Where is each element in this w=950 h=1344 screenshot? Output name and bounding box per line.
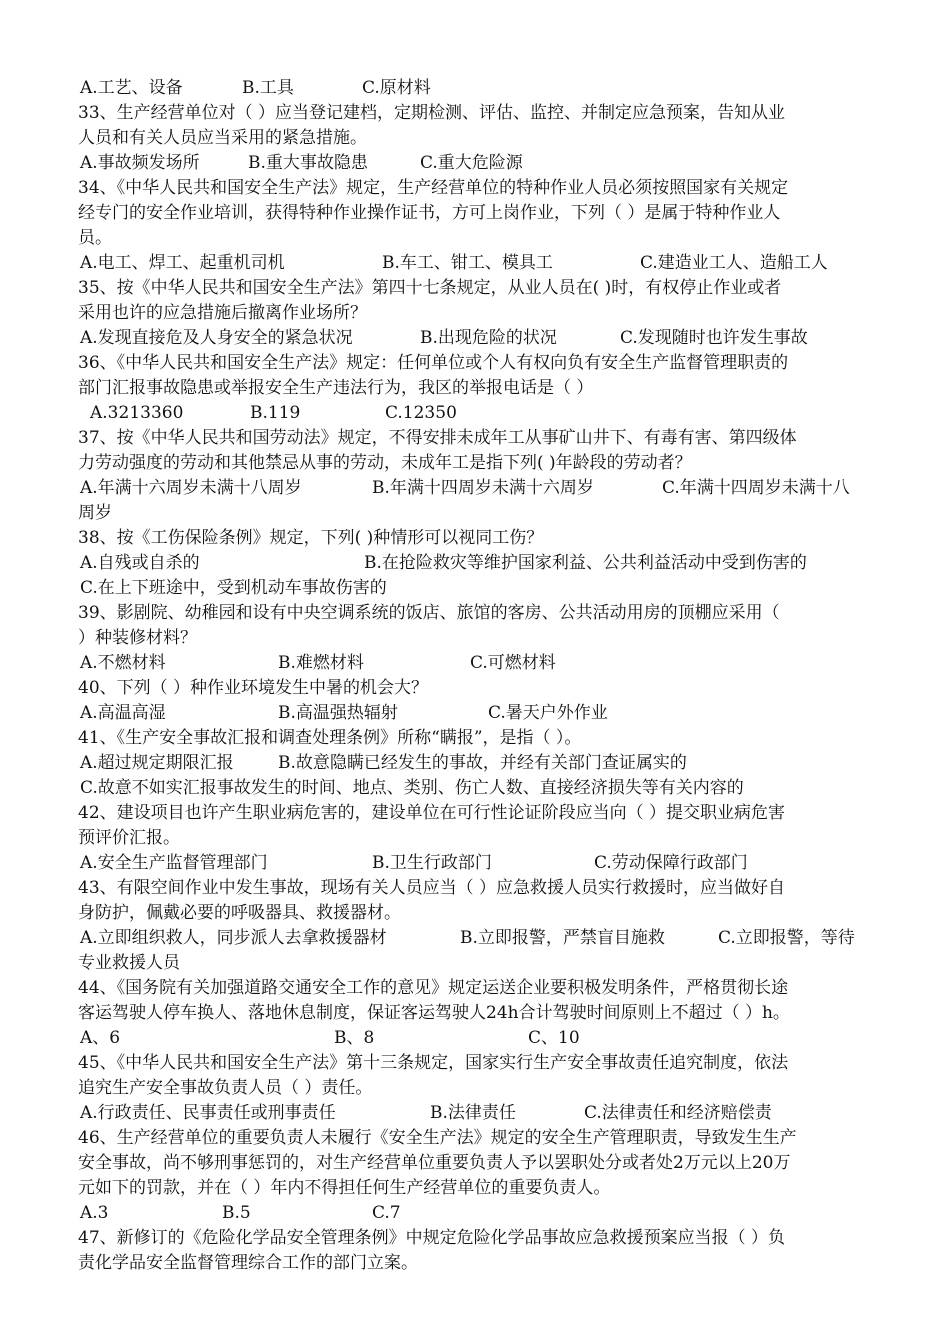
option-a: A.电工、焊工、起重机司机 xyxy=(80,253,285,273)
question-34-text: 34、《中华人民共和国安全生产法》规定，生产经营单位的特种作业人员必须按照国家有关规定 xyxy=(78,178,789,198)
option-a: A.不燃材料 xyxy=(80,653,166,673)
question-46-text-cont: 元如下的罚款，并在（ ）年内不得担任何生产经营单位的重要负责人。 xyxy=(78,1178,611,1198)
option-a: A.事故频发场所 xyxy=(80,153,200,173)
option-c-cont: 专业救援人员 xyxy=(78,953,180,973)
question-45-text-cont: 追究生产安全事故负责人员（ ）责任。 xyxy=(78,1078,373,1098)
option-b: B.工具 xyxy=(242,78,294,98)
option-c: C.劳动保障行政部门 xyxy=(594,853,748,873)
option-c: C.立即报警，等待 xyxy=(718,928,855,948)
option-b: B.5 xyxy=(222,1203,251,1223)
option-b: B.卫生行政部门 xyxy=(372,853,492,873)
option-a: A.立即组织救人，同步派人去拿救援器材 xyxy=(80,928,387,948)
question-43-text-cont: 身防护，佩戴必要的呼吸器具、救援器材。 xyxy=(78,903,401,923)
question-33-text: 33、生产经营单位对（ ）应当登记建档，定期检测、评估、监控、并制定应急预案，告知从业 xyxy=(78,103,786,123)
question-36-text-cont: 部门汇报事故隐患或举报安全生产违法行为，我区的举报电话是（ ） xyxy=(78,378,594,398)
option-a: A.3 xyxy=(80,1203,109,1223)
question-39-text: 39、影剧院、幼稚园和设有中央空调系统的饭店、旅馆的客房、公共活动用房的顶棚应采用（ xyxy=(78,603,780,623)
option-c-cont: 周岁 xyxy=(78,503,112,523)
question-42-text: 42、建设项目也许产生职业病危害的，建设单位在可行性论证阶段应当向（ ）提交职业病危害 xyxy=(78,803,786,823)
question-44-text-cont: 客运驾驶人停车换人、落地休息制度，保证客运驾驶人24h合计驾驶时间原则上不超过（ ）h。 xyxy=(78,1003,790,1023)
option-a: A.工艺、设备 xyxy=(80,78,183,98)
question-40-text: 40、下列（ ）种作业环境发生中暑的机会大？ xyxy=(78,678,429,698)
question-37-text: 37、按《中华人民共和国劳动法》规定，不得安排未成年工从事矿山井下、有毒有害、第四级体 xyxy=(78,428,797,448)
question-44-text: 44、《国务院有关加强道路交通安全工作的意见》规定运送企业要积极发明条件，严格贯彻长途 xyxy=(78,978,789,998)
question-35-text: 35、按《中华人民共和国安全生产法》第四十七条规定，从业人员在( )时，有权停止作业或者 xyxy=(78,278,782,298)
question-42-text-cont: 预评价汇报。 xyxy=(78,828,180,848)
option-a: A.自残或自杀的 xyxy=(80,553,200,573)
question-47-text: 47、新修订的《危险化学品安全管理条例》中规定危险化学品事故应急救援预案应当报（ ）负 xyxy=(78,1228,786,1248)
option-c: C.在上下班途中，受到机动车事故伤害的 xyxy=(80,578,387,598)
option-a: A、6 xyxy=(80,1028,121,1048)
option-b: B.法律责任 xyxy=(430,1103,516,1123)
option-c: C.暑天户外作业 xyxy=(488,703,608,723)
option-a: A.安全生产监督管理部门 xyxy=(80,853,268,873)
option-c: C.法律责任和经济赔偿责 xyxy=(584,1103,772,1123)
question-34-text-cont: 经专门的安全作业培训，获得特种作业操作证书，方可上岗作业，下列（ ）是属于特种作业人 xyxy=(78,203,781,223)
option-c: C.可燃材料 xyxy=(470,653,556,673)
option-b: B.119 xyxy=(250,403,301,423)
question-34-text-cont: 员。 xyxy=(78,228,112,248)
option-a: A.发现直接危及人身安全的紧急状况 xyxy=(80,328,353,348)
question-46-text: 46、生产经营单位的重要负责人未履行《安全生产法》规定的安全生产管理职责，导致发生生产 xyxy=(78,1128,797,1148)
option-c: C.原材料 xyxy=(362,78,431,98)
option-c: C.建造业工人、造船工人 xyxy=(640,253,828,273)
option-c: C.7 xyxy=(372,1203,401,1223)
question-45-text: 45、《中华人民共和国安全生产法》第十三条规定，国家实行生产安全事故责任追究制度，依法 xyxy=(78,1053,789,1073)
option-a: A.3213360 xyxy=(90,403,184,423)
question-37-text-cont: 力劳动强度的劳动和其他禁忌从事的劳动，未成年工是指下列( )年龄段的劳动者？ xyxy=(78,453,692,473)
option-b: B.高温强热辐射 xyxy=(278,703,398,723)
option-a: A.年满十六周岁未满十八周岁 xyxy=(80,478,302,498)
question-46-text-cont: 安全事故，尚不够刑事惩罚的，对生产经营单位重要负责人予以罢职处分或者处2万元以上20万 xyxy=(78,1153,791,1173)
question-43-text: 43、有限空间作业中发生事故，现场有关人员应当（ ）应急救援人员实行救援时，应当做好自 xyxy=(78,878,786,898)
option-c: C、10 xyxy=(528,1028,580,1048)
option-b: B.故意隐瞒已经发生的事故，并经有关部门查证属实的 xyxy=(278,753,687,773)
option-c: C.12350 xyxy=(385,403,457,423)
question-47-text-cont: 责化学品安全监督管理综合工作的部门立案。 xyxy=(78,1253,418,1273)
option-b: B.出现危险的状况 xyxy=(420,328,557,348)
option-b: B、8 xyxy=(334,1028,375,1048)
question-33-text-cont: 人员和有关人员应当采用的紧急措施。 xyxy=(78,128,367,148)
option-b: B.车工、钳工、模具工 xyxy=(382,253,553,273)
question-38-text: 38、按《工伤保险条例》规定，下列( )种情形可以视同工伤？ xyxy=(78,528,544,548)
option-b: B.重大事故隐患 xyxy=(248,153,368,173)
option-b: B.立即报警，严禁盲目施救 xyxy=(460,928,665,948)
option-b: B.在抢险救灾等维护国家利益、公共利益活动中受到伤害的 xyxy=(364,553,807,573)
option-a: A.高温高湿 xyxy=(80,703,166,723)
question-41-text: 41、《生产安全事故汇报和调查处理条例》所称“瞒报”，是指（ ）。 xyxy=(78,728,582,748)
option-b: B.难燃材料 xyxy=(278,653,364,673)
option-b: B.年满十四周岁未满十六周岁 xyxy=(372,478,594,498)
question-35-text-cont: 采用也许的应急措施后撤离作业场所？ xyxy=(78,303,367,323)
question-36-text: 36、《中华人民共和国安全生产法》规定：任何单位或个人有权向负有安全生产监督管理职责的 xyxy=(78,353,789,373)
option-c: C.年满十四周岁未满十八 xyxy=(662,478,850,498)
question-39-text-cont: ）种装修材料？ xyxy=(78,628,197,648)
option-c: C.故意不如实汇报事故发生的时间、地点、类别、伤亡人数、直接经济损失等有关内容的 xyxy=(80,778,744,798)
option-c: C.重大危险源 xyxy=(420,153,523,173)
option-a: A.行政责任、民事责任或刑事责任 xyxy=(80,1103,336,1123)
option-c: C.发现随时也许发生事故 xyxy=(620,328,808,348)
option-a: A.超过规定期限汇报 xyxy=(80,753,234,773)
